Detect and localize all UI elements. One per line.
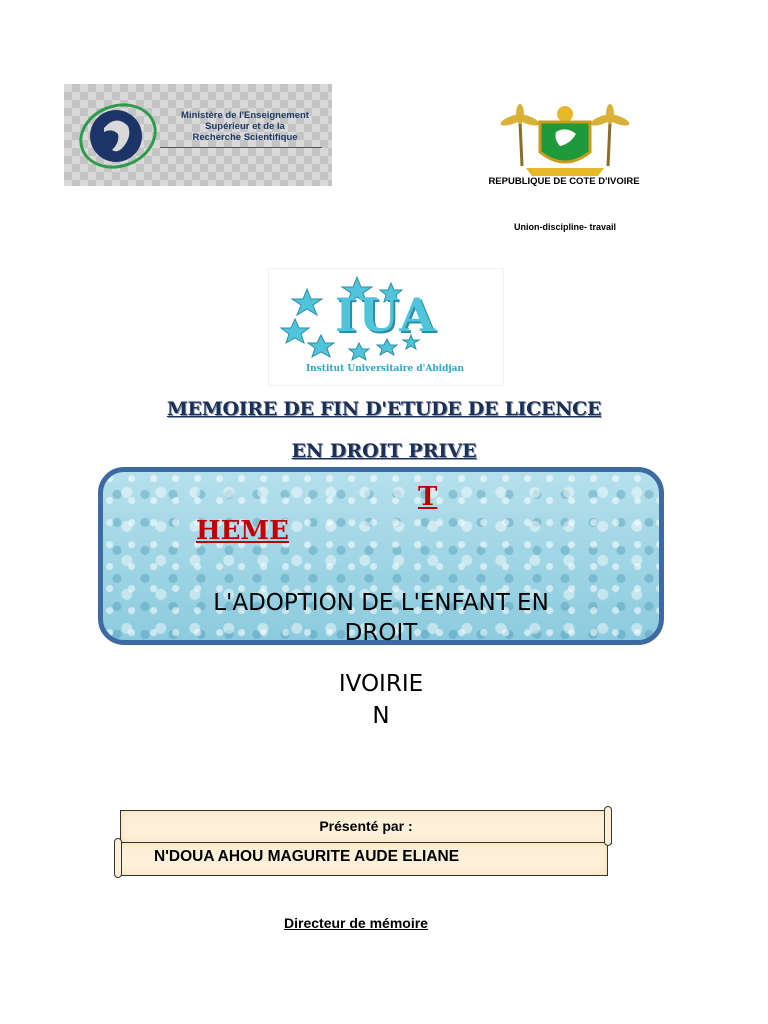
thesis-headline-line-2: EN DROIT PRIVE [291,440,477,462]
presented-by-label: Présenté par : [319,818,413,834]
ministry-line-2: Supérieur et de la [205,121,285,132]
iua-subtitle: Institut Universitaire d'Abidjan [305,364,465,374]
thesis-title-upper [102,588,660,648]
ministry-line-1: Ministère de l'Enseignement [181,110,309,121]
scroll-curl-left [114,838,122,878]
thesis-title-line-3: IVOIRIE [338,671,424,697]
director-label: Directeur de mémoire [284,915,428,931]
thesis-title-lower [102,668,660,732]
thesis-title-line-1: L'ADOPTION DE L'ENFANT EN [213,590,549,616]
ministry-logo-icon [74,92,164,178]
thesis-title-line-2: DROIT [344,620,418,646]
ministry-divider [160,147,322,148]
author-name: N'DOUA AHOU MAGURITE AUDE ELIANE [154,848,460,865]
thesis-title-line-4: N [372,703,390,729]
thesis-headline-line-1: MEMOIRE DE FIN D'ETUDE DE LICENCE [166,398,602,420]
ministry-line-3: Recherche Scientifique [192,132,298,143]
republic-name: REPUBLIQUE DE COTE D'IVOIRE [488,176,640,187]
ministry-name [160,110,330,143]
coat-of-arms-icon [500,100,630,180]
theme-label-part-2: HEME [196,516,289,546]
theme-label-part-1: T [418,482,438,512]
national-motto: Union-discipline- travail [513,222,616,232]
coat-of-arms [500,100,630,180]
iua-wordmark: IUA [335,288,437,342]
